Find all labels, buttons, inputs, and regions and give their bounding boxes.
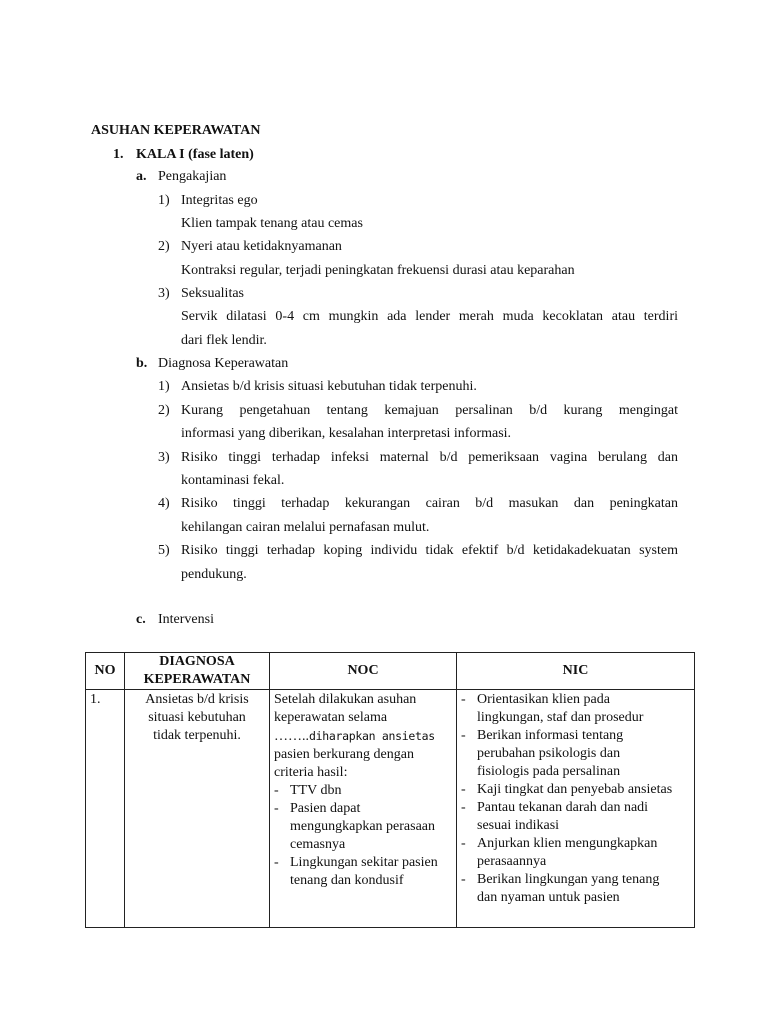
header-diagnosa-line1: DIAGNOSA <box>159 654 235 669</box>
list-item: - Berikan lingkungan yang tenang dan nyaman untuk pasien <box>461 871 690 907</box>
document-heading: ASUHAN KEPERAWATAN <box>91 123 261 138</box>
cell-noc <box>270 690 457 928</box>
diagnosa-line: situasi kebutuhan <box>148 710 246 725</box>
diagnosis-item-text: pendukung. <box>181 567 247 582</box>
assessment-item-text: dari flek lendir. <box>181 333 267 348</box>
list-item-line: Berikan lingkungan yang tenang <box>477 872 660 887</box>
diagnosis-item-text: kehilangan cairan melalui pernafasan mulut. <box>181 520 430 535</box>
list-item-line: Lingkungan sekitar pasien <box>290 855 438 870</box>
list-item-line: perasaannya <box>477 854 547 869</box>
noc-intro-line <box>274 727 452 746</box>
assessment-item-num: 2) <box>158 239 170 254</box>
assessment-item-title: Integritas ego <box>181 193 258 208</box>
cell-nic <box>457 690 695 928</box>
list-item-line: sesuai indikasi <box>477 818 560 833</box>
table-row <box>86 690 695 928</box>
assessment-item-title: Seksualitas <box>181 286 244 301</box>
subsection-b-label: b. <box>136 356 148 371</box>
diagnosis-item-num: 1) <box>158 379 170 394</box>
assessment-item-num: 1) <box>158 193 170 208</box>
header-diagnosa-line2: KEPERAWATAN <box>143 672 251 687</box>
list-item-line: cemasnya <box>290 837 346 852</box>
diagnosa-line: tidak terpenuhi. <box>153 728 241 743</box>
list-item-line: mengungkapkan perasaan <box>290 819 435 834</box>
list-item-line: perubahan psikologis dan <box>477 746 621 761</box>
list-item-line: Pasien dapat <box>290 801 361 816</box>
list-item: - Kaji tingkat dan penyebab ansietas <box>461 781 690 799</box>
noc-intro-line: criteria hasil: <box>274 765 348 780</box>
noc-dots: …….. <box>274 729 309 744</box>
assessment-item-text: Servik dilatasi 0-4 cm mungkin ada lender merah muda kecoklatan atau terdiri <box>181 309 678 324</box>
cell-diagnosa <box>125 690 270 928</box>
header-nic: NIC <box>457 653 695 690</box>
list-item-line: Berikan informasi tentang <box>477 728 624 743</box>
subsection-a-label: a. <box>136 169 147 184</box>
header-no: NO <box>86 653 125 690</box>
list-item-line: Orientasikan klien pada <box>477 692 610 707</box>
nic-intervention-list <box>461 691 690 907</box>
list-item-line: lingkungan, staf dan prosedur <box>477 710 644 725</box>
noc-intro-line: keperawatan selama <box>274 710 388 725</box>
list-item-line: TTV dbn <box>290 783 342 798</box>
diagnosis-item-text: informasi yang diberikan, kesalahan interpretasi informasi. <box>181 426 512 441</box>
noc-expectation: diharapkan ansietas <box>309 729 435 743</box>
subsection-c-title: Intervensi <box>158 612 214 627</box>
list-item: - TTV dbn <box>274 782 452 800</box>
subsection-c-label: c. <box>136 612 146 627</box>
diagnosis-item-text: Risiko tinggi terhadap kekurangan cairan b/d masukan dan peningkatan <box>181 496 678 511</box>
noc-intro-line: Setelah dilakukan asuhan <box>274 692 417 707</box>
diagnosis-item-text: Risiko tinggi terhadap koping individu tidak efektif b/d ketidakadekuatan system <box>181 543 678 558</box>
list-item-line: Anjurkan klien mengungkapkan <box>477 836 658 851</box>
list-item: - Berikan informasi tentang perubahan psikologis dan fisiologis pada persalinan <box>461 727 690 781</box>
diagnosis-item-text: Ansietas b/d krisis situasi kebutuhan tidak terpenuhi. <box>181 379 477 394</box>
diagnosis-item-text: Kurang pengetahuan tentang kemajuan persalinan b/d kurang mengingat <box>181 403 678 418</box>
section-number: 1. <box>113 147 124 162</box>
subsection-a-title: Pengakajian <box>158 169 227 184</box>
diagnosis-item-text: kontaminasi fekal. <box>181 473 285 488</box>
assessment-item-title: Nyeri atau ketidaknyamanan <box>181 239 342 254</box>
section-title: KALA I (fase laten) <box>136 147 254 162</box>
assessment-item-num: 3) <box>158 286 170 301</box>
intervention-table <box>85 652 695 928</box>
list-item: - Pasien dapat mengungkapkan perasaan cemasnya <box>274 800 452 854</box>
header-diagnosa <box>125 653 270 690</box>
assessment-item-text: Kontraksi regular, terjadi peningkatan frekuensi durasi atau keparahan <box>181 263 575 278</box>
list-item-line: Pantau tekanan darah dan nadi <box>477 800 649 815</box>
list-item-line: tenang dan kondusif <box>290 873 404 888</box>
noc-intro-line: pasien berkurang dengan <box>274 747 414 762</box>
table-header-row <box>86 653 695 690</box>
diagnosis-item-num: 2) <box>158 403 170 418</box>
list-item-line: Kaji tingkat dan penyebab ansietas <box>477 782 673 797</box>
diagnosis-item-num: 3) <box>158 450 170 465</box>
cell-no: 1. <box>86 690 125 928</box>
list-item: - Lingkungan sekitar pasien tenang dan kondusif <box>274 854 452 890</box>
list-item-line: dan nyaman untuk pasien <box>477 890 620 905</box>
list-item: - Orientasikan klien pada lingkungan, staf dan prosedur <box>461 691 690 727</box>
list-item-line: fisiologis pada persalinan <box>477 764 621 779</box>
diagnosa-line: Ansietas b/d krisis <box>145 692 249 707</box>
header-noc: NOC <box>270 653 457 690</box>
diagnosis-item-num: 5) <box>158 543 170 558</box>
noc-criteria-list <box>274 782 452 890</box>
assessment-item-text: Klien tampak tenang atau cemas <box>181 216 363 231</box>
list-item: - Anjurkan klien mengungkapkan perasaannya <box>461 835 690 871</box>
subsection-b-title: Diagnosa Keperawatan <box>158 356 289 371</box>
diagnosis-item-num: 4) <box>158 496 170 511</box>
diagnosis-item-text: Risiko tinggi terhadap infeksi maternal b/d pemeriksaan vagina berulang dan <box>181 450 678 465</box>
list-item: - Pantau tekanan darah dan nadi sesuai indikasi <box>461 799 690 835</box>
